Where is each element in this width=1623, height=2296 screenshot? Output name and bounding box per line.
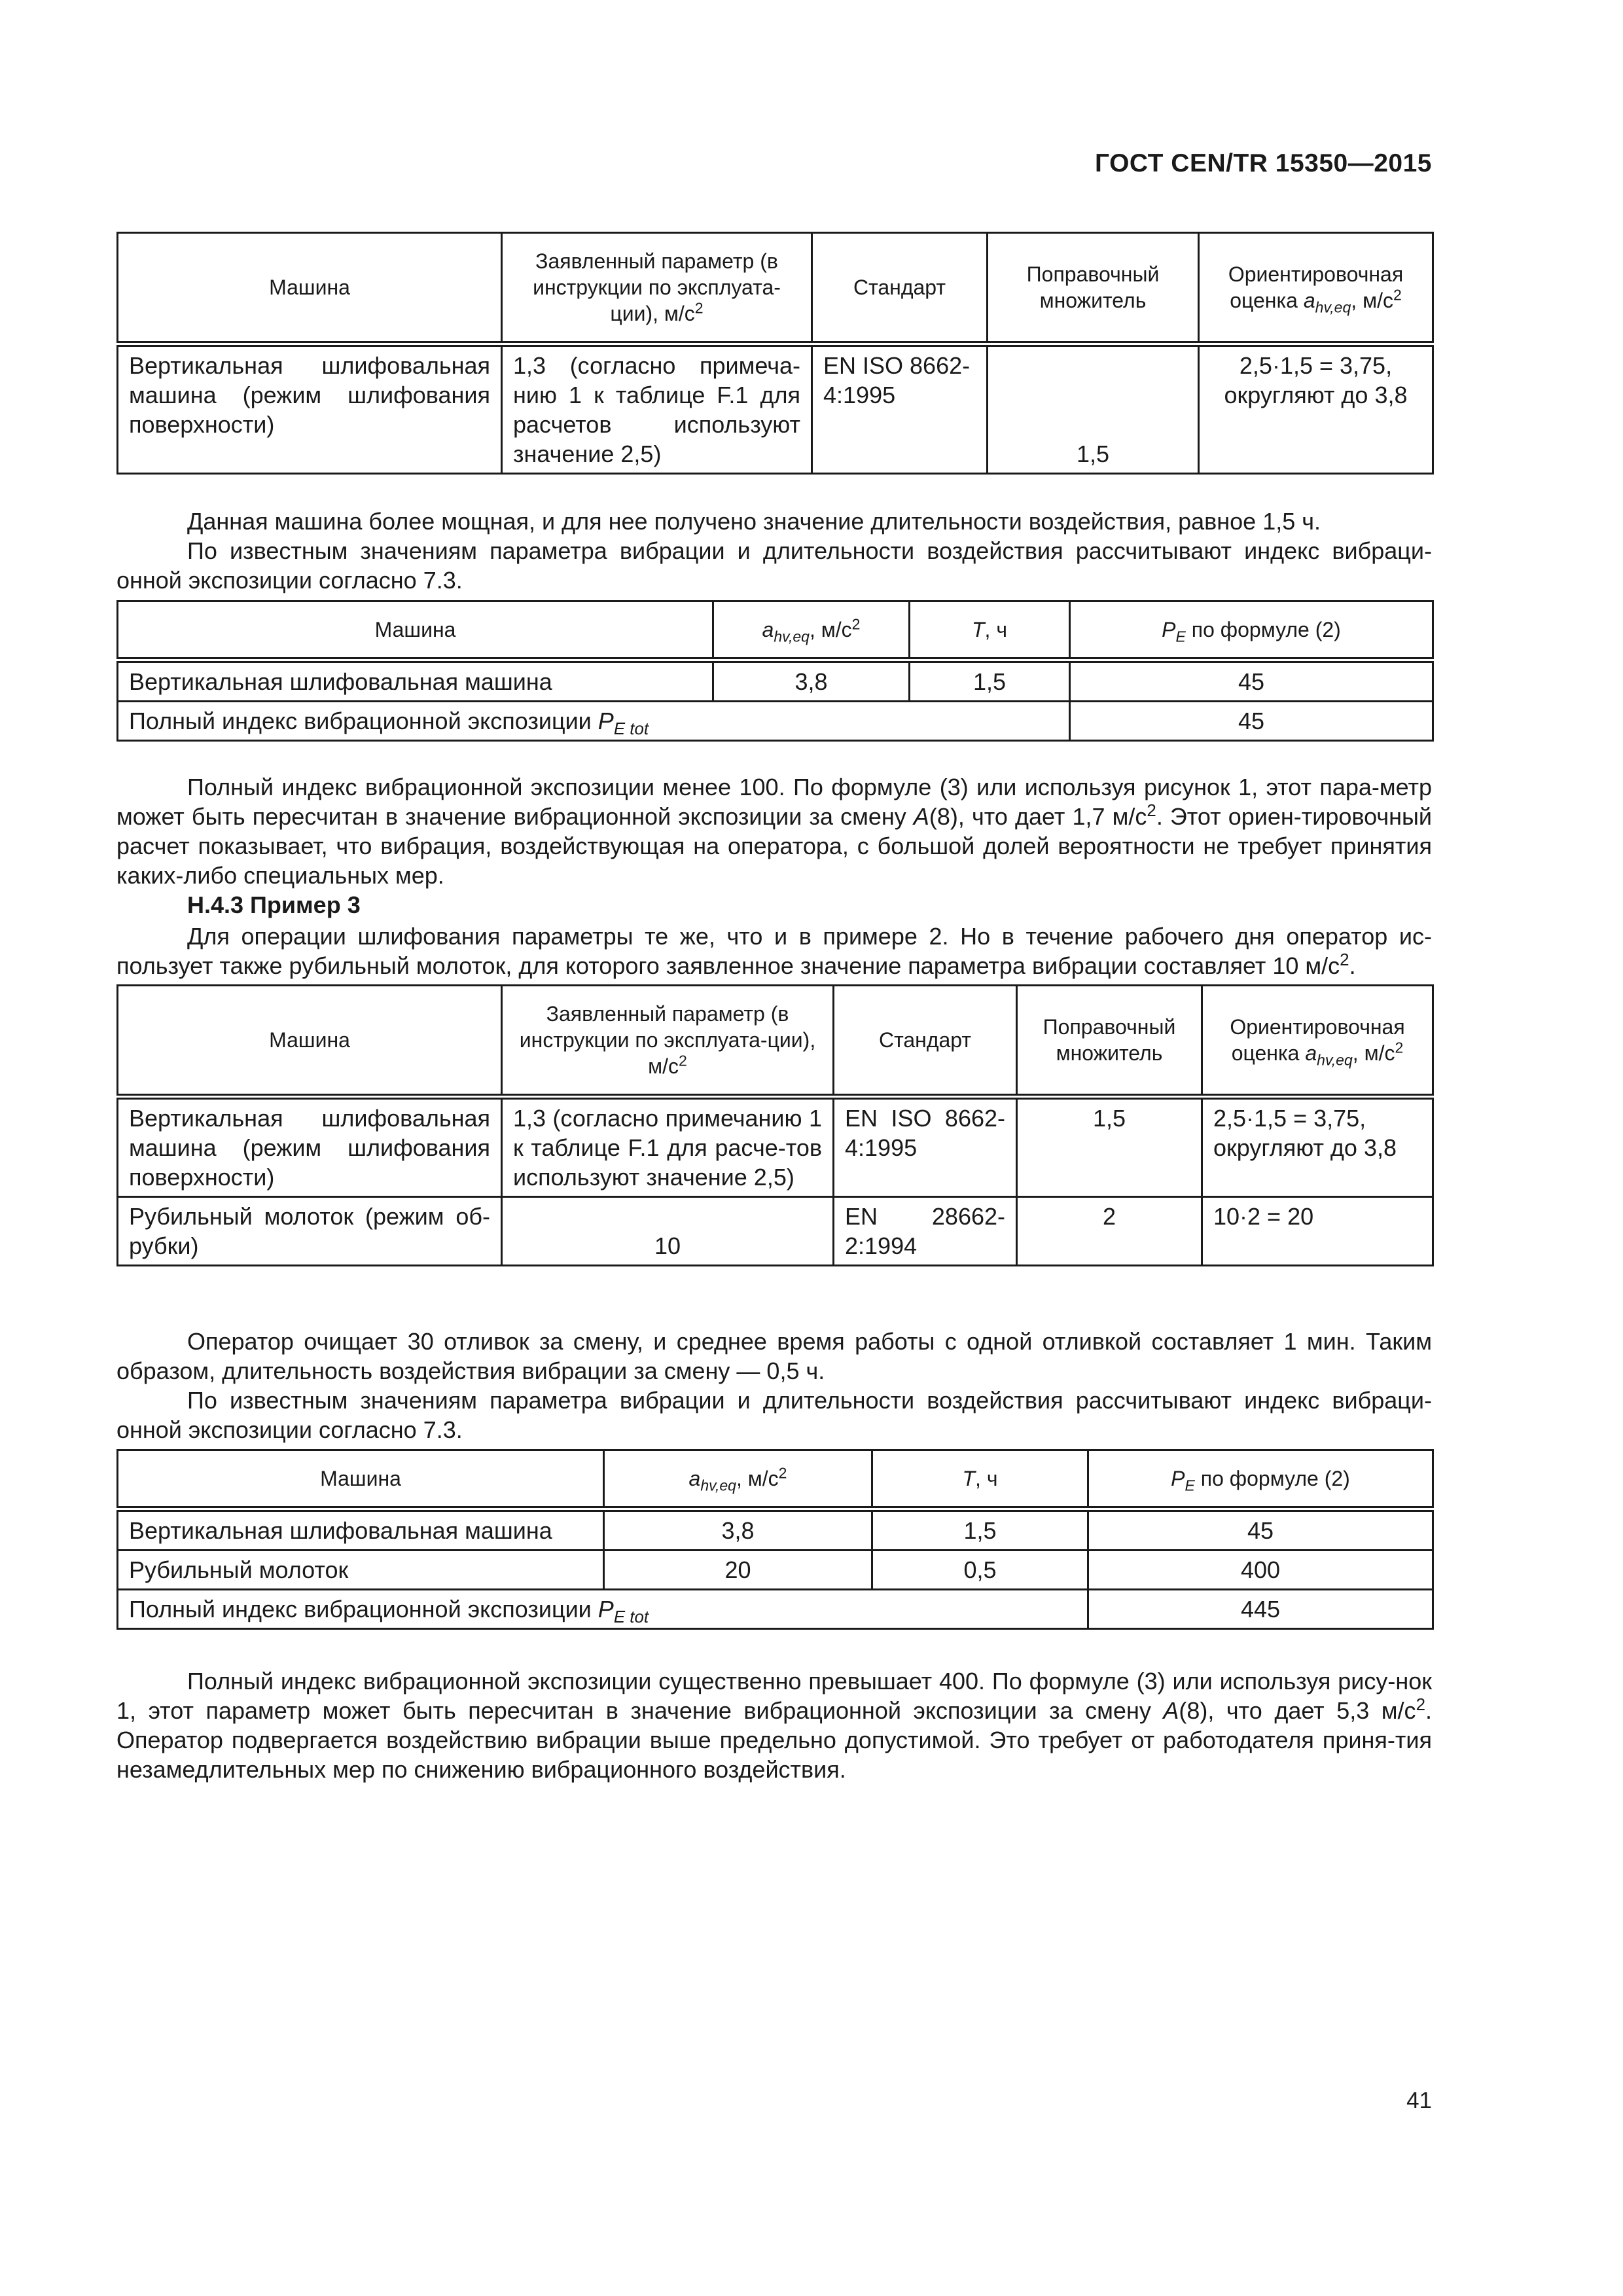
table-total-row: [118, 702, 1433, 741]
col-header-declared: Заявленный параметр (в инструкции по эксплуата-ции), $м/с^2$: [502, 986, 834, 1097]
cell-machine: Вертикальная шлифовальная машина (режим шлифования поверхности): [118, 344, 502, 474]
col-header-estimate: Ориентировочная оценка $a_{hv,eq}$, $м/с^2$: [1199, 233, 1433, 344]
cell-t: 1,5: [910, 660, 1070, 702]
cell-estimate: 2,5·1,5 = 3,75, округляют до 3,8: [1199, 344, 1433, 474]
cell-machine: Вертикальная шлифовальная машина: [118, 660, 713, 702]
col-header-machine: Машина: [118, 601, 713, 660]
heading-example-3: Н.4.3 Пример 3: [187, 891, 361, 918]
paragraph-exposure-result-1: Полный индекс вибрационной экспозиции менее 100. По формуле (3) или используя рисунок 1, этот пара-метр может быть пересчитан в значение вибрационной экспозиции за смену A(8), что дает 1,7 $м/с^2$. Этот ориен-тировочный расчет показывает, что вибрация, воздействующая на оператора, с большой долей вероятности не требует принятия каких-либо специальных мер.: [116, 774, 1432, 889]
table-total-row: [118, 1590, 1433, 1629]
col-header-machine: Машина: [118, 233, 502, 344]
cell-estimate: 10·2 = 20: [1202, 1197, 1433, 1266]
cell-declared: 1,3 (согласно примечанию 1 к таблице F.1 для расче-тов используют значение 2,5): [502, 1097, 834, 1197]
cell-a: 3,8: [604, 1509, 872, 1551]
col-header-time: T, ч: [910, 601, 1070, 660]
cell-machine: Вертикальная шлифовальная машина: [118, 1509, 604, 1551]
cell-standard: EN ISO 8662-4:1995: [834, 1097, 1017, 1197]
cell-total-label: Полный индекс вибрационной экспозиции $P_{E tot}$: [118, 702, 1070, 741]
cell-t: 0,5: [872, 1551, 1088, 1590]
cell-a: 20: [604, 1551, 872, 1590]
paragraph-exposure-result-2: Полный индекс вибрационной экспозиции существенно превышает 400. По формуле (3) или используя рису-нок 1, этот параметр может быть пересчитан в значение вибрационной экспозиции за смену A(8), что дает 5,3 $м/с^2$. Оператор подвергается воздействию вибрации выше предельно допустимой. Это требует от работодателя приня-тия незамедлительных мер по снижению вибрационного воздействия.: [116, 1668, 1432, 1783]
cell-factor: 1,5: [988, 344, 1199, 474]
table-row: [118, 1197, 1433, 1266]
paragraph-example-3: Для операции шлифования параметры те же, что и в примере 2. Но в течение рабочего дня оператор ис-пользует также рубильный молоток, для которого заявленное значение параметра вибрации составляет 10 $м/с^2$.: [116, 923, 1432, 979]
exposure-index-table-2: [116, 1449, 1434, 1630]
col-header-a-hv-eq: $a_{hv,eq}$, $м/с^2$: [604, 1450, 872, 1509]
cell-standard: EN ISO 8662-4:1995: [812, 344, 988, 474]
col-header-pe: $P_E$ по формуле (2): [1070, 601, 1433, 660]
col-header-pe: $P_E$ по формуле (2): [1088, 1450, 1433, 1509]
col-header-standard: Стандарт: [812, 233, 988, 344]
cell-declared: 1,3 (согласно примеча-нию 1 к таблице F.1 для расчетов используют значение 2,5): [502, 344, 812, 474]
table-row: [118, 1509, 1433, 1551]
cell-factor: 2: [1017, 1197, 1202, 1266]
col-header-declared: Заявленный параметр (в инструкции по эксплуата-ции), $м/с^2$: [502, 233, 812, 344]
declared-values-table-1: [116, 232, 1434, 475]
col-header-time: T, ч: [872, 1450, 1088, 1509]
cell-t: 1,5: [872, 1509, 1088, 1551]
declared-values-table-2: [116, 984, 1434, 1266]
paragraph-duration-note: Данная машина более мощная, и для нее получено значение длительности воздействия, равное 1,5 ч. По известным значениям параметра вибрации и длительности воздействия рассчитывают индекс вибраци-онной экспозиции согласно 7.3.: [116, 508, 1432, 594]
table-row: [118, 1097, 1433, 1197]
cell-machine: Вертикальная шлифовальная машина (режим шлифования поверхности): [118, 1097, 502, 1197]
cell-total-value: 445: [1088, 1590, 1433, 1629]
table-row: [118, 1551, 1433, 1590]
cell-declared: 10: [502, 1197, 834, 1266]
exposure-index-table-1: [116, 600, 1434, 742]
cell-total-value: 45: [1070, 702, 1433, 741]
cell-total-label: Полный индекс вибрационной экспозиции $P_{E tot}$: [118, 1590, 1088, 1629]
paragraph-casting-duration: Оператор очищает 30 отливок за смену, и среднее время работы с одной отливкой составляет 1 мин. Таким образом, длительность воздействия вибрации за смену — 0,5 ч. По известным значениям параметра вибрации и длительности воздействия рассчитывают индекс вибраци-онной экспозиции согласно 7.3.: [116, 1328, 1432, 1443]
cell-estimate: 2,5·1,5 = 3,75, округляют до 3,8: [1202, 1097, 1433, 1197]
table-row: [118, 344, 1433, 474]
col-header-a-hv-eq: $a_{hv,eq}$, $м/с^2$: [713, 601, 910, 660]
cell-a: 3,8: [713, 660, 910, 702]
cell-machine: Рубильный молоток (режим об-рубки): [118, 1197, 502, 1266]
cell-pe: 400: [1088, 1551, 1433, 1590]
col-header-standard: Стандарт: [834, 986, 1017, 1097]
col-header-machine: Машина: [118, 986, 502, 1097]
col-header-factor: Поправочный множитель: [988, 233, 1199, 344]
col-header-estimate: Ориентировочная оценка $a_{hv,eq}$, $м/с^2$: [1202, 986, 1433, 1097]
col-header-factor: Поправочный множитель: [1017, 986, 1202, 1097]
cell-pe: 45: [1088, 1509, 1433, 1551]
page-number: 41: [1406, 2088, 1432, 2113]
cell-factor: 1,5: [1017, 1097, 1202, 1197]
cell-machine: Рубильный молоток: [118, 1551, 604, 1590]
table-row: [118, 660, 1433, 702]
col-header-machine: Машина: [118, 1450, 604, 1509]
cell-pe: 45: [1070, 660, 1433, 702]
document-id-header: ГОСТ CEN/TR 15350—2015: [1095, 149, 1432, 177]
cell-standard: EN 28662-2:1994: [834, 1197, 1017, 1266]
